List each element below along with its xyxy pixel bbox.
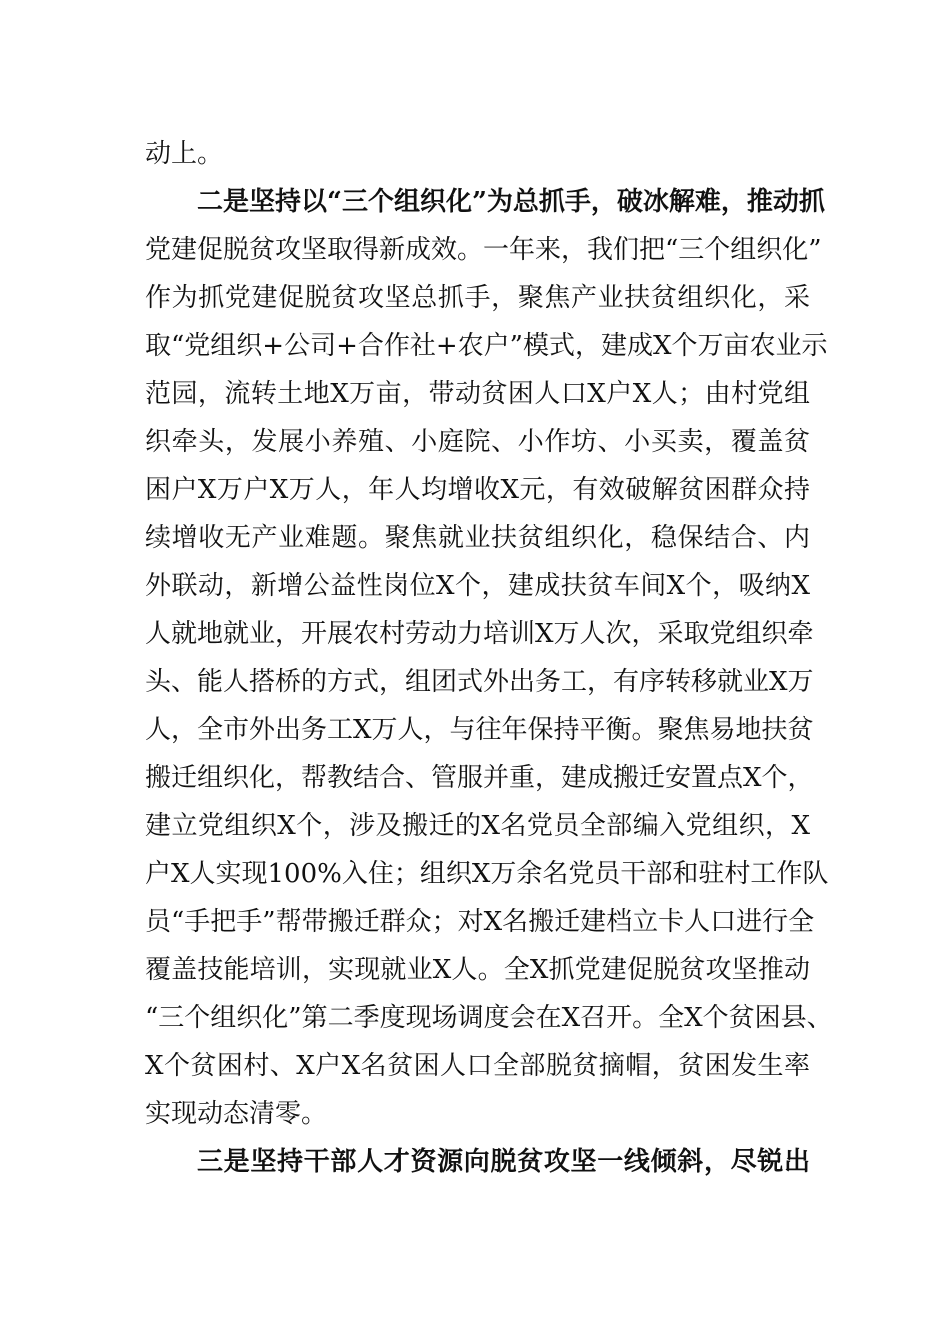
text-line: 取“党组织+公司+合作社+农户”模式，建成X个万亩农业示	[145, 331, 828, 361]
text-line: 困户X万户X万人，年人均增收X元，有效破解贫困群众持	[145, 475, 810, 505]
text-line: 党建促脱贫攻坚取得新成效。一年来，我们把“三个组织化”	[145, 235, 822, 265]
text-line: 覆盖技能培训，实现就业X人。全X抓党建促脱贫攻坚推动	[145, 955, 810, 985]
text-line: “三个组织化”第二季度现场调度会在X召开。全X个贫困县、	[145, 1003, 833, 1033]
text-line: 员“手把手”帮带搬迁群众；对X名搬迁建档立卡人口进行全	[145, 907, 815, 937]
text-line: 搬迁组织化，帮教结合、管服并重，建成搬迁安置点X个，	[145, 763, 814, 793]
text-line: 户X人实现100%入住；组织X万余名党员干部和驻村工作队	[145, 859, 829, 889]
text-line: 人，全市外出务工X万人，与往年保持平衡。聚焦易地扶贫	[145, 715, 814, 745]
text-line: 动上。	[145, 139, 224, 169]
section-heading-line: 二是坚持以“三个组织化”为总抓手，破冰解难，推动抓	[197, 187, 825, 217]
text-line: 织牵头，发展小养殖、小庭院、小作坊、小买卖，覆盖贫	[145, 427, 810, 457]
section-heading-line: 三是坚持干部人才资源向脱贫攻坚一线倾斜，尽锐出	[197, 1147, 810, 1177]
text-line: 人就地就业，开展农村劳动力培训X万人次，采取党组织牵	[145, 619, 814, 649]
text-line: 实现动态清零。	[145, 1099, 328, 1129]
text-line: 建立党组织X个，涉及搬迁的X名党员全部编入党组织，X	[145, 811, 810, 841]
text-line: 外联动，新增公益性岗位X个，建成扶贫车间X个，吸纳X	[145, 571, 810, 601]
text-line: 续增收无产业难题。聚焦就业扶贫组织化，稳保结合、内	[145, 523, 810, 553]
text-line: X个贫困村、X户X名贫困人口全部脱贫摘帽，贫困发生率	[145, 1051, 810, 1081]
text-line: 头、能人搭桥的方式，组团式外出务工，有序转移就业X万	[145, 667, 814, 697]
text-line: 作为抓党建促脱贫攻坚总抓手，聚焦产业扶贫组织化，采	[145, 283, 810, 313]
text-line: 范园，流转土地X万亩，带动贫困人口X户X人；由村党组	[145, 379, 810, 409]
